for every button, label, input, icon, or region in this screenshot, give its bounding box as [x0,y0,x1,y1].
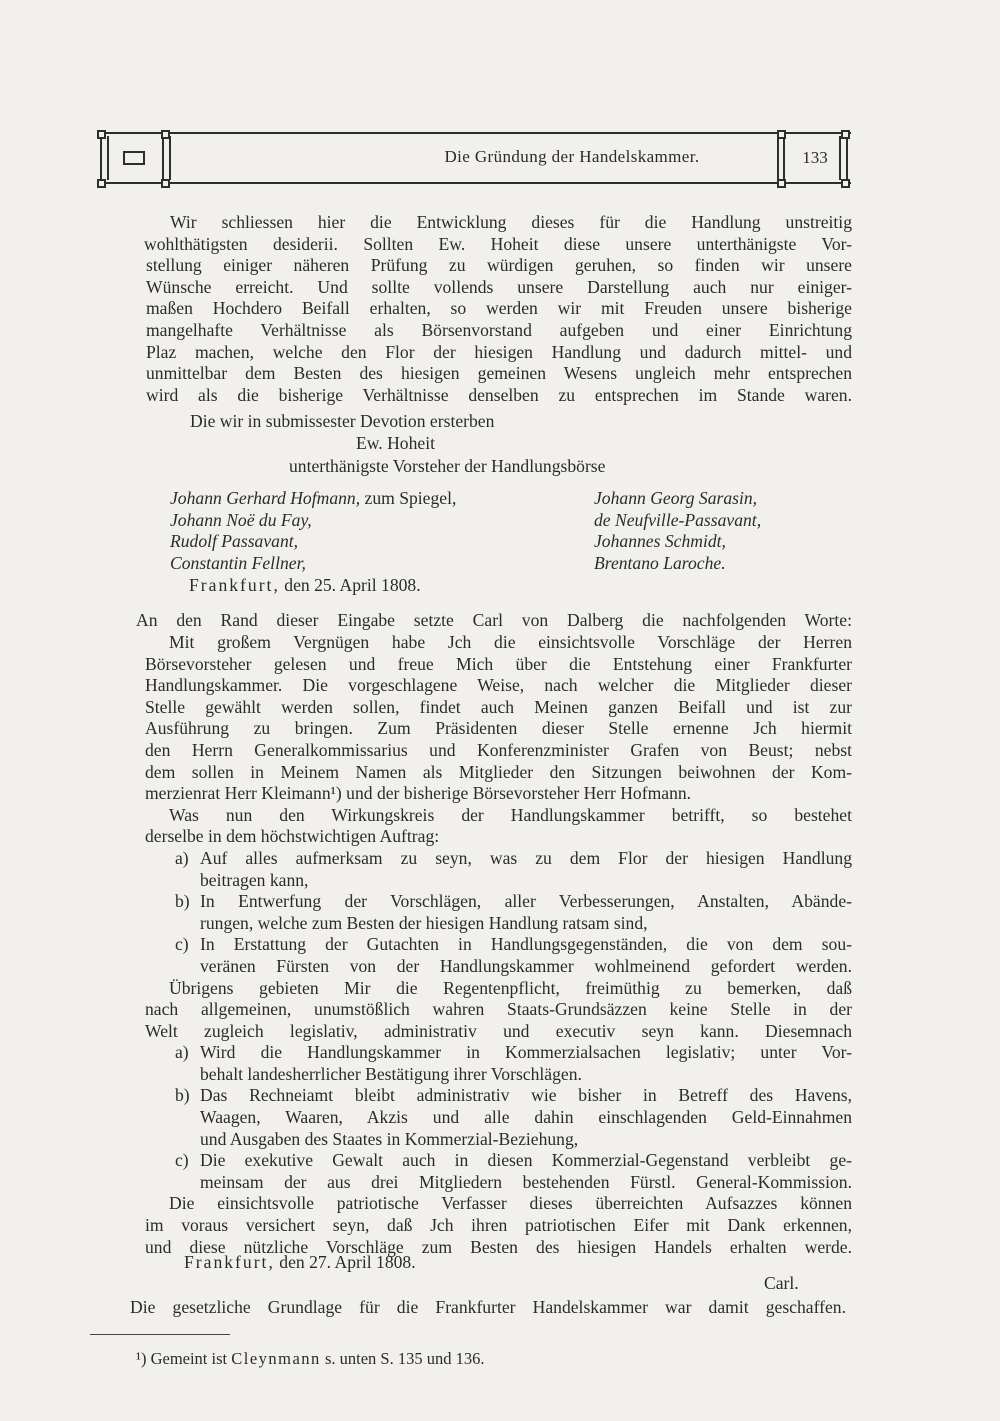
power-list [145,1042,852,1193]
text-line: Börsevorsteher gelesen und freue Mich über die Entstehung einer Frankfurter [145,653,852,674]
dalberg-signature: Carl. [764,1273,799,1293]
list-marker: a) [175,1042,189,1063]
signatory-row [170,488,850,510]
list-marker: c) [175,1150,189,1171]
text-line: In Entwerfung der Vorschlägen, aller Verbesserungen, Anstalten, Abände- [200,891,852,912]
text-line: Die exekutive Gewalt auch in diesen Kommerzial-Gegenstand verbleibt ge- [200,1150,852,1171]
text-line: wohlthätigsten desiderii. Sollten Ew. Hoheit diese unsere unterthänigste Vor- [144,233,852,254]
header-rule-left [100,132,102,184]
text-line: Die einsichtsvolle patriotische Verfasser dieses überreichten Aufsazzes können [169,1193,852,1214]
header-rule-left-inner [107,136,109,180]
letter-dateline [189,575,421,596]
header-corner-ornament [841,130,850,139]
list-item [145,848,852,891]
text-line: unmittelbar dem Besten des hiesigen gemeinen Wesens ungleich mehr entsprechen [146,363,852,384]
text-line: Was nun den Wirkungskreis der Handlungskammer betrifft, so bestehet [169,804,852,825]
footnote-rule [90,1334,230,1335]
list-item [145,1042,852,1085]
header-corner-ornament [97,179,106,188]
signatories [170,488,850,574]
signatory-name: Johann Georg Sarasin, [594,488,758,508]
closing-address: Ew. Hoheit [356,433,435,453]
text-line: Wünsche erreicht. Und sollte vollends unsere Darstellung auch nur einiger- [146,276,852,297]
text-line: Stelle gewählt werden sollen, findet auch Meinen ganzen Beifall und ist zur [145,696,852,717]
text-line: Das Rechneiamt bleibt administrativ wie bisher in Betreff des Havens, [200,1085,852,1106]
page-number: 133 [802,148,828,167]
footnote-name: Cleynmann [231,1349,321,1368]
list-item [145,934,852,977]
text-line: beitragen kann, [200,869,309,890]
header-top-rule [97,132,851,134]
header-ornament-icon [123,151,145,165]
footnote [136,1349,484,1369]
signatory-name: Constantin Fellner, [170,552,306,573]
concluding-sentence: Die gesetzliche Grundlage für die Frankfurter Handelskammer war damit geschaffen. [130,1297,846,1317]
letter-paragraph [146,212,852,406]
signatory-row [170,510,850,532]
signatory-row [170,531,850,553]
header-bottom-rule [97,182,851,184]
dalberg-dateline [184,1252,416,1273]
dalberg-text [145,632,852,1258]
list-marker: c) [175,934,189,955]
text-line: wird als die bisherige Verhältnisse denselben zu entsprechen im Stande waren. [146,384,852,405]
dalberg-paragraph [145,805,852,848]
text-line: behalt landesherrlicher Bestätigung ihrer Vorschlägen. [200,1063,582,1084]
dalberg-paragraph [145,1193,852,1258]
closing-title: unterthänigste Vorsteher der Handlungsbörse [289,456,606,476]
text-line: meinsam der aus drei Mitgliedern bestehenden Fürstl. General-Kommission. [200,1171,852,1192]
dateline-date: den 25. April 1808. [284,575,421,595]
text-line: rungen, welche zum Besten der hiesigen Handlung ratsam sind, [200,912,648,933]
text-line: Waagen, Waaren, Akzis und alle dahin einschlagenden Geld-Einnahmen [200,1107,852,1128]
text-line: maßen Hochdero Beifall erhalten, so werden wir mit Freuden unsere bisherige [146,298,852,319]
dateline-place: Frankfurt, [189,575,280,595]
text-line: merzienrat Herr Kleimann¹) und der bisherige Börsevorsteher Herr Hofmann. [145,783,692,804]
header-corner-ornament [777,130,786,139]
duty-list [145,848,852,978]
running-title: Die Gründung der Handelskammer. [444,147,700,166]
text-line: In Erstattung der Gutachten in Handlungsgegenständen, die von dem sou- [200,934,852,955]
signatory-name: de Neufville-Passavant, [594,509,762,530]
text-line: Wird die Handlungskammer in Kommerzialsachen legislativ; unter Vor- [200,1042,852,1063]
text-line: mangelhafte Verhältnisse als Börsenvorstand aufgeben und einer Einrichtung [146,319,852,340]
dalberg-intro: An den Rand dieser Eingabe setzte Carl von Dalberg die nachfolgenden Worte: [136,610,852,630]
footnote-mark: ¹) [136,1349,147,1368]
signatory-name: Johann Noë du Fay, [170,509,312,530]
text-line: Welt zugleich legislativ, administrativ und executiv seyn kann. Diesemnach [145,1020,852,1041]
signatory-name: Johannes Schmidt, [594,531,726,552]
letter-text [146,212,852,406]
header-corner-ornament [161,130,170,139]
text-line: Handlungskammer. Die vorgeschlagene Weise, nach welcher die Mitglieder dieser [145,675,852,696]
text-line: nach allgemeinen, unumstößlich wahren Staats-Grundsäzzen keine Stelle in der [145,999,852,1020]
signatory-suffix: zum Spiegel, [360,488,457,508]
text-line: im voraus versichert seyn, daß Jch ihren patriotischen Eifer mit Dank erkennen, [145,1215,852,1236]
dateline-date: den 27. April 1808. [279,1252,416,1272]
text-line: Auf alles aufmerksam zu seyn, was zu dem Flor der hiesigen Handlung [200,847,852,868]
text-line: Übrigens gebieten Mir die Regentenpflicht, freimüthig zu bemerken, daß [169,977,852,998]
signatory-name: Brentano Laroche. [594,552,726,573]
header-corner-ornament [841,179,850,188]
dalberg-paragraph [145,978,852,1043]
signatory-row [170,553,850,575]
closing-formula: Die wir in submissester Devotion ersterben [190,411,495,431]
text-line: Plaz machen, welche den Flor der hiesigen Handlung und dadurch mittel- und [146,341,852,362]
text-line: Mit großem Vergnügen habe Jch die einsichtsvolle Vorschläge der Herren [169,632,852,652]
text-line: den Herrn Generalkommissarius und Konferenzminister Grafen von Beust; nebst [145,739,852,760]
text-line: Wir schliessen hier die Entwicklung dieses für die Handlung unstreitig [170,212,852,232]
footnote-text: s. unten S. 135 und 136. [324,1349,485,1368]
list-marker: a) [175,847,189,868]
dateline-place: Frankfurt, [184,1252,275,1272]
header-corner-ornament [777,179,786,188]
header-rule-divider-inner [169,136,171,180]
text-line: und diese nützliche Vorschläge zum Besten des hiesigen Handels erhalten werde. [145,1236,852,1257]
text-line: stellung einiger näheren Prüfung zu würdigen geruhen, so finden wir unsere [146,255,852,276]
list-marker: b) [175,1085,190,1106]
text-line: Ausführung zu bringen. Zum Präsidenten dieser Stelle ernenne Jch hiermit [145,718,852,739]
footnote-text: Gemeint ist [150,1349,228,1368]
header-corner-ornament [97,130,106,139]
list-item [145,1150,852,1193]
text-line: derselbe in dem höchstwichtigen Auftrag: [145,826,440,847]
signatory-name: Johann Gerhard Hofmann, [170,488,361,508]
header-rule-divider [162,136,164,180]
text-line: dem sollen in Meinem Namen als Mitglieder den Sitzungen beiwohnen der Kom- [145,761,852,782]
header-corner-ornament [161,179,170,188]
running-header [97,130,851,188]
text-line: veränen Fürsten von der Handlungskammer wohlmeinend gefordert werden. [200,955,852,976]
signatory-name: Rudolf Passavant, [170,531,299,552]
dalberg-paragraph [145,632,852,805]
list-marker: b) [175,891,190,912]
list-item [145,1085,852,1150]
text-line: und Ausgaben des Staates in Kommerzial-Beziehung, [200,1128,579,1149]
list-item [145,891,852,934]
